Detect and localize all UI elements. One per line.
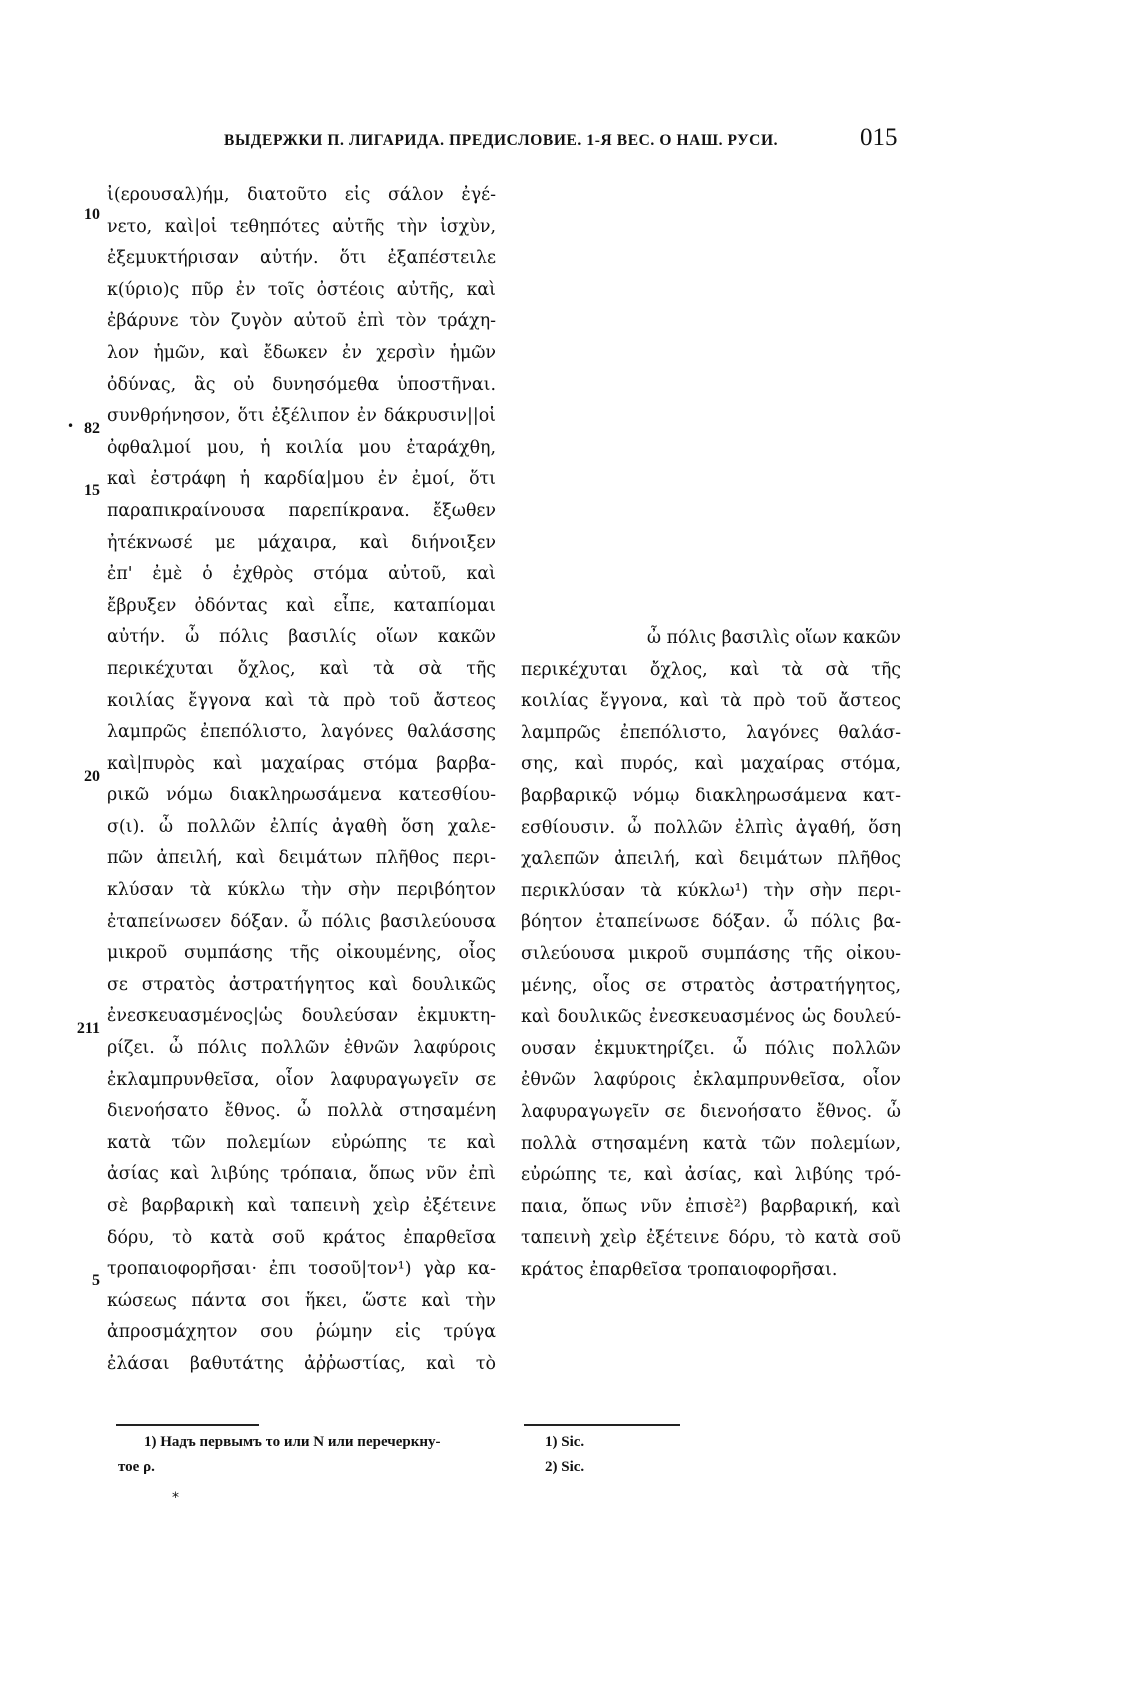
text-line: σὲ βαρβαρικὴ καὶ ταπεινὴ χεὶρ ἐξέτεινε bbox=[107, 1196, 496, 1216]
text-line: σης, καὶ πυρός, καὶ μαχαίρας στόμα, bbox=[521, 754, 901, 775]
asterisk-mark: * bbox=[172, 1490, 179, 1506]
text-line: δόρυ, τὸ κατὰ σοῦ κράτος ἐπαρθεῖσα bbox=[107, 1227, 496, 1248]
margin-dot: • bbox=[67, 419, 75, 433]
left-greek-column bbox=[107, 180, 496, 1381]
text-line: κράτος ἐπαρθεῖσα τροπαιοφορῆσαι. bbox=[521, 1259, 838, 1280]
footnote-rule-right bbox=[524, 1424, 680, 1426]
text-line: παια, ὅπως νῦν ἐπισὲ²) βαρβαρική, καὶ bbox=[521, 1196, 901, 1217]
text-line: σε στρατὸς ἀστρατήγητος καὶ δουλικῶς bbox=[107, 974, 496, 995]
footnote-line: 1) Sic. bbox=[545, 1434, 585, 1450]
text-line: ἔβρυξεν ὀδόντας καὶ εἶπε, καταπίομαι bbox=[107, 595, 496, 616]
text-line: μικροῦ συμπάσης τῆς οἰκουμένης, οἷος bbox=[107, 943, 496, 964]
text-line: κ(ύριο)ς πῦρ ἐν τοῖς ὀστέοις αὐτῆς, καὶ bbox=[107, 279, 496, 300]
text-line: ἐκλαμπρυνθεῖσα, οἷον λαφυραγωγεῖν σε bbox=[107, 1069, 496, 1090]
line-number: 82 bbox=[84, 420, 100, 437]
right-greek-column bbox=[521, 623, 901, 1286]
text-line: εὐρώπης τε, καὶ ἀσίας, καὶ λιβύης τρό- bbox=[521, 1165, 901, 1186]
text-line: καὶ ἐστράφη ἡ καρδία|μου ἐν ἐμοί, ὅτι bbox=[107, 469, 496, 490]
text-line: πῶν ἀπειλή, καὶ δειμάτων πλῆθος περι- bbox=[107, 848, 496, 869]
text-line: κοιλίας ἔγγονα καὶ τὰ πρὸ τοῦ ἄστεος bbox=[107, 690, 496, 711]
text-line: ρικῶ νόμω διακληρωσάμενα κατεσθίου- bbox=[107, 785, 496, 806]
text-line: ἐλάσαι βαθυτάτης ἀῤῥωστίας, καὶ τὸ bbox=[107, 1353, 496, 1374]
text-line: πολλὰ στησαμένη κατὰ τῶν πολεμίων, bbox=[521, 1133, 901, 1154]
text-line: ὀδύνας, ἃς οὐ δυνησόμεθα ὑποστῆναι. bbox=[107, 374, 496, 395]
text-line: σ(ι). ὦ πολλῶν ἐλπίς ἀγαθὴ ὅση χαλε- bbox=[107, 816, 496, 837]
line-number: 10 bbox=[84, 206, 100, 223]
line-number: 20 bbox=[84, 768, 100, 785]
text-line: ἠτέκνωσέ με μάχαιρα, καὶ διήνοιξεν bbox=[107, 532, 496, 553]
text-line: κλύσαν τὰ κύκλω τὴν σὴν περιβόητον bbox=[107, 880, 496, 901]
text-line: ταπεινὴ χεὶρ ἐξέτεινε δόρυ, τὸ κατὰ σοῦ bbox=[521, 1228, 901, 1249]
text-line: καὶ|πυρὸς καὶ μαχαίρας στόμα βαρβα- bbox=[107, 753, 496, 774]
text-line: ἀπροσμάχητον σου ῥώμην εἰς τρύγα bbox=[107, 1322, 496, 1343]
text-line: κατὰ τῶν πολεμίων εὐρώπης τε καὶ bbox=[107, 1132, 496, 1153]
text-line: λον ἡμῶν, καὶ ἔδωκεν ἐν χερσὶν ἡμῶν bbox=[107, 342, 496, 363]
text-line: συνθρήνησον, ὅτι ἐξέλιπον ἐν δάκρυσιν||οἱ bbox=[107, 406, 496, 427]
footnote-line: 1) Надъ первымъ το или N или перечеркну- bbox=[144, 1434, 441, 1450]
text-line: ἰ(ερουσαλ)ήμ, διατοῦτο εἰς σάλον ἐγέ- bbox=[107, 185, 496, 205]
text-line: χαλεπῶν ἀπειλή, καὶ δειμάτων πλῆθος bbox=[521, 849, 901, 870]
text-line: ἐξεμυκτήρισαν αὐτήν. ὅτι ἐξαπέστειλε bbox=[107, 248, 496, 269]
text-line: νετο, καὶ|οἱ τεθηπότες αὐτῆς τὴν ἰσχὺν, bbox=[107, 216, 496, 237]
text-line: ἐθνῶν λαφύροις ἐκλαμπρυνθεῖσα, οἷον bbox=[521, 1070, 901, 1091]
line-number: 211 bbox=[76, 1020, 100, 1037]
text-line: ἐπ' ἐμὲ ὁ ἐχθρὸς στόμα αὐτοῦ, καὶ bbox=[107, 564, 496, 585]
text-line: βόητον ἐταπείνωσε δόξαν. ὦ πόλις βα- bbox=[521, 912, 901, 933]
text-line: περικέχυται ὄχλος, καὶ τὰ σὰ τῆς bbox=[521, 659, 901, 680]
line-number: 15 bbox=[84, 482, 100, 499]
text-line: κοιλίας ἔγγονα, καὶ τὰ πρὸ τοῦ ἄστεος bbox=[521, 691, 901, 712]
text-line: καὶ δουλικῶς ἐνεσκευασμένος ὡς δουλεύ- bbox=[521, 1007, 901, 1028]
footnote-rule-left bbox=[116, 1424, 259, 1426]
text-line: αὐτήν. ὦ πόλις βασιλίς οἵων κακῶν bbox=[107, 627, 496, 648]
text-line: ἐνεσκευασμένος|ὡς δουλεύσαν ἐκμυκτη- bbox=[107, 1006, 496, 1027]
text-line: τροπαιοφορῆσαι· ἐπι τοσοῦ|τον¹) γὰρ κα- bbox=[107, 1259, 496, 1280]
text-line: παραπικραίνουσα παρεπίκρανα. ἔξωθεν bbox=[107, 500, 496, 521]
text-line: εσθίουσιν. ὦ πολλῶν ἐλπὶς ἀγαθή, ὅση bbox=[521, 817, 901, 838]
text-line: ὀφθαλμοί μου, ἡ κοιλία μου ἐταράχθη, bbox=[107, 437, 496, 458]
text-line: βαρβαρικῷ νόμῳ διακληρωσάμενα κατ- bbox=[521, 785, 901, 806]
text-line: ἐβάρυνε τὸν ζυγὸν αὐτοῦ ἐπὶ τὸν τράχη- bbox=[107, 311, 496, 332]
footnote-left bbox=[104, 1430, 499, 1480]
text-line: ἐταπείνωσεν δόξαν. ὦ πόλις βασιλεύουσα bbox=[107, 911, 496, 932]
text-line: μένης, οἷος σε στρατὸς ἀστρατήγητος, bbox=[521, 975, 901, 996]
text-line: λαμπρῶς ἐπεπόλιστο, λαγόνες θαλάσ- bbox=[521, 722, 901, 743]
running-header: ВЫДЕРЖКИ П. ЛИГАРИДА. ПРЕДИСЛОВИЕ. 1-Я ВЕС. О НАШ. РУСИ. bbox=[224, 132, 779, 149]
footnote-line: 2) Sic. bbox=[545, 1459, 585, 1475]
text-line: κώσεως πάντα σοι ἥκει, ὥστε καὶ τὴν bbox=[107, 1290, 496, 1311]
text-line: ουσαν ἐκμυκτηρίζει. ὦ πόλις πολλῶν bbox=[521, 1038, 901, 1059]
page-number: 015 bbox=[860, 124, 898, 151]
text-line: ὦ πόλις βασιλὶς οἵων κακῶν bbox=[646, 628, 901, 648]
text-line: σιλεύουσα μικροῦ συμπάσης τῆς οἰκου- bbox=[521, 943, 901, 964]
text-line: λαφυραγωγεῖν σε διενοήσατο ἔθνος. ὦ bbox=[521, 1101, 901, 1122]
footnote-line: тое ρ. bbox=[118, 1459, 155, 1475]
text-line: ἀσίας καὶ λιβύης τρόπαια, ὅπως νῦν ἐπὶ bbox=[107, 1164, 496, 1185]
text-line: λαμπρῶς ἐπεπόλιστο, λαγόνες θαλάσσης bbox=[107, 722, 496, 743]
text-line: περικλύσαν τὰ κύκλω¹) τὴν σὴν περι- bbox=[521, 880, 901, 901]
text-line: διενοήσατο ἔθνος. ὦ πολλὰ στησαμένη bbox=[107, 1101, 496, 1122]
line-number: 5 bbox=[92, 1272, 100, 1289]
text-line: περικέχυται ὄχλος, καὶ τὰ σὰ τῆς bbox=[107, 658, 496, 679]
footnote-right bbox=[545, 1430, 745, 1480]
text-line: ρίζει. ὦ πόλις πολλῶν ἐθνῶν λαφύροις bbox=[107, 1038, 496, 1059]
